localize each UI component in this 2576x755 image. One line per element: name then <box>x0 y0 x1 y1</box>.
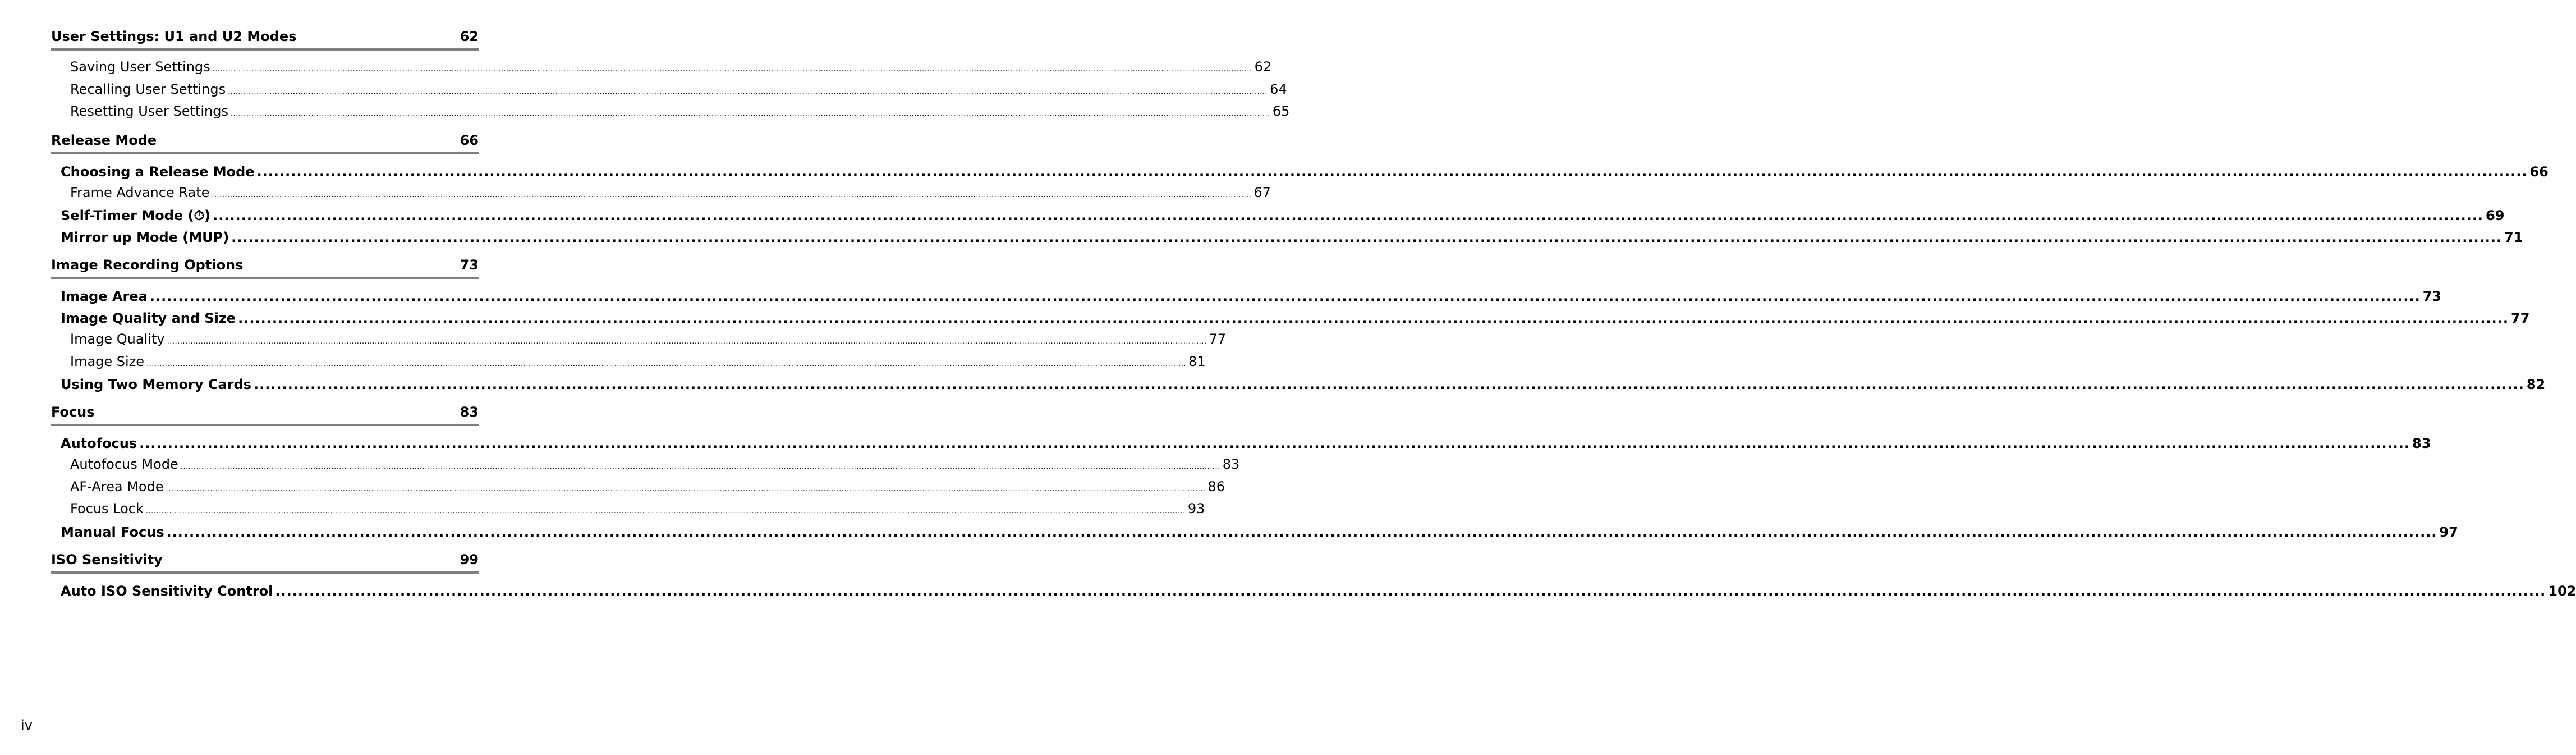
entry-label: Recalling User Settings <box>70 81 226 97</box>
entry-page-number: 81 <box>1188 353 1206 369</box>
dot-leader: ................................................................................................................................................................................................................................................................................................................................................................................................................ <box>256 163 2528 180</box>
section-heading[interactable] <box>51 401 479 426</box>
dot-leader: ................................................................................................................................................................................................................................................................................................................................................................................................................ <box>149 289 2421 304</box>
dot-leader: ................................................................................................................................................................................................................................................................................................................................................................................................................ <box>139 436 2410 451</box>
dot-leader: ................................................................................................................................................................................................................................................................................................................................................................................................................ <box>238 310 2509 326</box>
section-entries <box>51 161 2549 249</box>
section-title: User Settings: U1 and U2 Modes <box>51 29 297 44</box>
toc-subentry[interactable] <box>51 102 1290 124</box>
toc-entry[interactable] <box>51 374 2546 396</box>
toc-subentry[interactable] <box>51 80 1287 102</box>
toc-subentry[interactable] <box>51 352 1206 374</box>
entry-label: Auto ISO Sensitivity Control <box>61 583 273 599</box>
toc-subentry[interactable] <box>51 330 1227 352</box>
entry-page-number: 77 <box>2511 310 2530 326</box>
section-heading[interactable] <box>51 254 479 279</box>
section-entries <box>51 580 2576 602</box>
dot-leader: ................................................................................................................................................................................................................................................................................................................................................................................................................ <box>167 337 1207 346</box>
section-page-number: 99 <box>460 551 479 568</box>
entry-page-number: 62 <box>1254 59 1272 75</box>
entry-label: Choosing a Release Mode <box>61 163 255 180</box>
entry-page-number: 73 <box>2422 289 2442 304</box>
dot-leader: ................................................................................................................................................................................................................................................................................................................................................................................................................ <box>146 359 1186 368</box>
dot-leader: ................................................................................................................................................................................................................................................................................................................................................................................................................ <box>166 524 2437 540</box>
entry-page-number: 86 <box>1207 478 1225 495</box>
dot-leader: ................................................................................................................................................................................................................................................................................................................................................................................................................ <box>231 230 2502 245</box>
dot-leader: ................................................................................................................................................................................................................................................................................................................................................................................................................ <box>213 208 2484 223</box>
section-entries <box>51 57 1290 124</box>
entry-label: Self-Timer Mode (⏱) <box>61 208 211 223</box>
entry-label: Resetting User Settings <box>70 103 228 119</box>
section-title: Focus <box>51 404 95 420</box>
section-title: Image Recording Options <box>51 257 244 273</box>
entry-label: Using Two Memory Cards <box>61 377 251 392</box>
entry-label: Mirror up Mode (MUP) <box>61 230 229 245</box>
section-page-number: 66 <box>460 132 479 148</box>
dot-leader: ................................................................................................................................................................................................................................................................................................................................................................................................................ <box>212 190 1252 199</box>
toc-entry[interactable] <box>51 161 2549 183</box>
entry-label: Image Quality <box>70 331 165 347</box>
entry-page-number: 102 <box>2548 583 2576 599</box>
entry-label: Image Quality and Size <box>61 310 236 326</box>
entry-page-number: 64 <box>1270 81 1287 97</box>
entry-page-number: 83 <box>2412 436 2431 451</box>
toc-entry[interactable] <box>51 227 2523 249</box>
entry-label: AF-Area Mode <box>70 478 164 495</box>
section-entries <box>51 286 2546 396</box>
toc-entry[interactable] <box>51 205 2505 227</box>
dot-leader: ................................................................................................................................................................................................................................................................................................................................................................................................................ <box>228 87 1268 96</box>
toc-entry[interactable] <box>51 308 2530 330</box>
section-heading[interactable] <box>51 130 479 154</box>
dot-leader: ................................................................................................................................................................................................................................................................................................................................................................................................................ <box>275 583 2546 599</box>
dot-leader: ................................................................................................................................................................................................................................................................................................................................................................................................................ <box>180 463 1220 471</box>
entry-label: Focus Lock <box>70 501 144 516</box>
entry-page-number: 66 <box>2529 163 2549 180</box>
dot-leader: ................................................................................................................................................................................................................................................................................................................................................................................................................ <box>230 109 1270 118</box>
toc-subentry[interactable] <box>51 477 1225 500</box>
dot-leader: ................................................................................................................................................................................................................................................................................................................................................................................................................ <box>212 65 1252 74</box>
entry-label: Image Area <box>61 289 148 304</box>
entry-page-number: 71 <box>2504 230 2523 245</box>
table-of-contents <box>51 26 2576 608</box>
entry-label: Manual Focus <box>61 524 164 540</box>
entry-page-number: 93 <box>1187 501 1205 516</box>
entry-label: Frame Advance Rate <box>70 184 210 200</box>
entry-label: Saving User Settings <box>70 59 210 75</box>
toc-entry[interactable] <box>51 286 2442 308</box>
toc-entry[interactable] <box>51 521 2458 543</box>
dot-leader: ................................................................................................................................................................................................................................................................................................................................................................................................................ <box>166 484 1206 493</box>
section-title: Release Mode <box>51 132 157 148</box>
entry-page-number: 77 <box>1209 331 1227 347</box>
toc-entry[interactable] <box>51 580 2576 602</box>
toc-subentry[interactable] <box>51 183 1271 205</box>
page-number: iv <box>21 717 33 733</box>
toc-subentry[interactable] <box>51 455 1240 477</box>
toc-entry[interactable] <box>51 433 2431 455</box>
section-heading[interactable] <box>51 26 479 51</box>
section-entries <box>51 433 2458 543</box>
entry-label: Image Size <box>70 353 145 369</box>
section-title: ISO Sensitivity <box>51 551 163 568</box>
entry-page-number: 82 <box>2526 377 2546 392</box>
entry-page-number: 83 <box>1222 456 1240 472</box>
section-page-number: 73 <box>460 257 479 273</box>
entry-page-number: 97 <box>2439 524 2458 540</box>
entry-page-number: 69 <box>2486 208 2505 223</box>
entry-label: Autofocus Mode <box>70 456 178 472</box>
entry-label: Autofocus <box>61 436 137 451</box>
toc-subentry[interactable] <box>51 499 1205 521</box>
entry-page-number: 67 <box>1253 184 1271 200</box>
dot-leader: ................................................................................................................................................................................................................................................................................................................................................................................................................ <box>253 377 2524 392</box>
dot-leader: ................................................................................................................................................................................................................................................................................................................................................................................................................ <box>145 507 1186 515</box>
section-page-number: 83 <box>460 404 479 420</box>
section-page-number: 62 <box>460 29 479 44</box>
toc-subentry[interactable] <box>51 57 1272 80</box>
section-heading[interactable] <box>51 549 479 574</box>
entry-page-number: 65 <box>1272 103 1290 119</box>
